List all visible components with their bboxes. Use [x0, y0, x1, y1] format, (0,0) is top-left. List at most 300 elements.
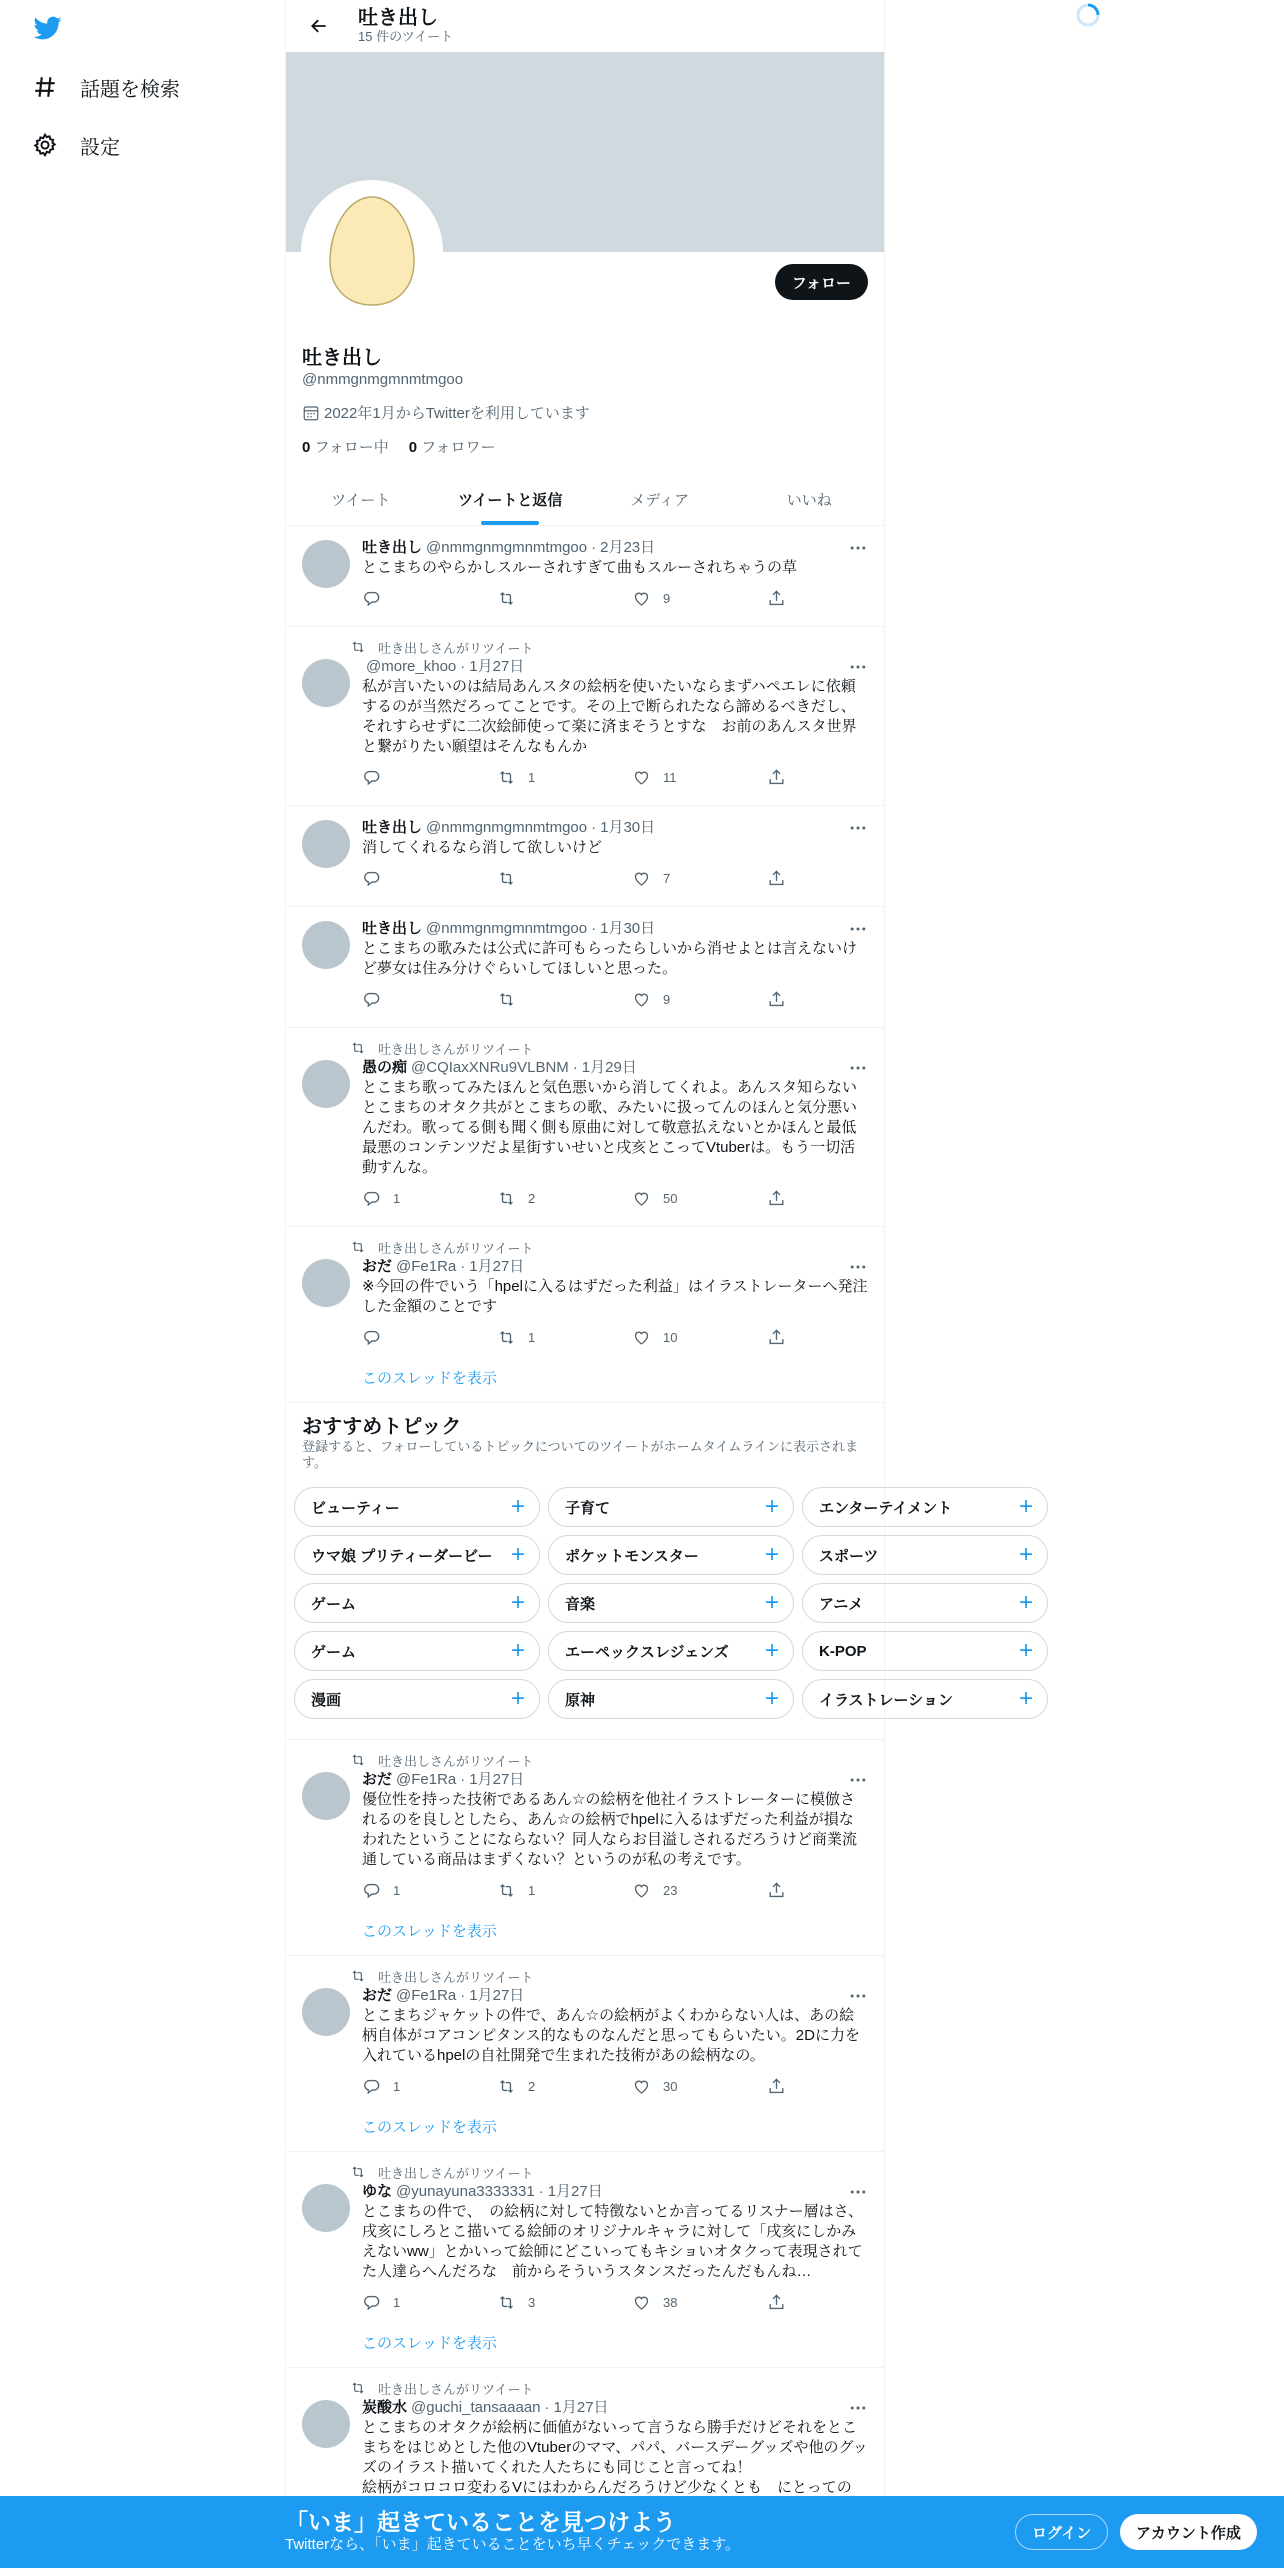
- retweet-context-icon: [350, 1968, 366, 1984]
- loading-spinner-icon: [1075, 2, 1101, 28]
- retweeted-by-label: 吐き出しさんがリツイート: [378, 1753, 534, 1769]
- like-button[interactable]: [632, 1881, 767, 1900]
- tweet[interactable]: [286, 1956, 884, 2152]
- like-button[interactable]: [632, 2293, 767, 2312]
- tweet-date[interactable]: 1月27日: [469, 1258, 525, 1275]
- tweet-actions: [362, 2070, 787, 2102]
- more-options-button[interactable]: [848, 919, 868, 939]
- tweet-avatar[interactable]: [302, 540, 350, 588]
- retweet-count: 1: [528, 1882, 536, 1898]
- retweet-icon: [497, 869, 516, 888]
- reply-button[interactable]: [362, 990, 497, 1009]
- retweet-context: [318, 1239, 868, 1255]
- topic-label: 原神: [565, 1691, 596, 1709]
- retweeted-by-label: 吐き出しさんがリツイート: [378, 1041, 534, 1057]
- profile-avatar[interactable]: [301, 180, 443, 322]
- topic-pill[interactable]: [548, 1631, 794, 1671]
- retweet-button[interactable]: [497, 2293, 632, 2312]
- retweeted-by-label: 吐き出しさんがリツイート: [378, 1240, 534, 1256]
- retweet-button[interactable]: [497, 589, 632, 608]
- share-icon: [767, 768, 786, 787]
- topic-pill[interactable]: [802, 1631, 1048, 1671]
- tweet-avatar[interactable]: [302, 2400, 350, 2448]
- timeline-continued: [286, 1740, 884, 2547]
- signup-prompt-bar: [0, 2496, 1284, 2568]
- topic-pill[interactable]: [548, 1535, 794, 1575]
- retweet-button[interactable]: [497, 1189, 632, 1208]
- retweet-icon: [497, 589, 516, 608]
- tweet-author-handle[interactable]: @CQIaxXNRu9VLBNM: [411, 1059, 569, 1076]
- like-button[interactable]: [632, 1328, 767, 1347]
- followers-count: 0: [408, 439, 418, 456]
- heart-icon: [632, 1189, 651, 1208]
- topic-label: エーペックスレジェンズ: [565, 1643, 729, 1661]
- share-icon: [767, 2293, 786, 2312]
- tweet-author-name[interactable]: 吐き出し: [362, 539, 423, 556]
- retweet-context: [318, 1752, 868, 1768]
- share-icon: [767, 1328, 786, 1347]
- show-thread-link[interactable]: このスレッドを表示: [362, 1923, 497, 1940]
- heart-icon: [632, 768, 651, 787]
- retweet-count: 1: [528, 769, 536, 785]
- share-icon: [767, 589, 786, 608]
- heart-icon: [632, 2293, 651, 2312]
- reply-icon: [362, 1328, 381, 1347]
- retweet-icon: [497, 1189, 516, 1208]
- header-title: 吐き出し: [358, 7, 438, 29]
- more-options-button[interactable]: [848, 657, 868, 677]
- share-button[interactable]: [767, 2077, 786, 2096]
- reply-count: 1: [393, 1882, 401, 1898]
- more-icon: [848, 818, 868, 838]
- twitter-logo-icon[interactable]: [32, 14, 64, 42]
- tweet-author-name[interactable]: 吐き出し: [362, 920, 423, 937]
- tweet-actions: [362, 761, 787, 793]
- reply-icon: [362, 990, 381, 1009]
- more-icon: [848, 2182, 868, 2202]
- tweet-text: とこまちの歌みたは公式に許可もらったらしいから消せよとは言えないけど夢女は住み分けぐらいしてほしいと思った。: [362, 940, 858, 977]
- topic-pill[interactable]: [294, 1583, 540, 1623]
- retweet-button[interactable]: [497, 869, 632, 888]
- followers-label: フォロワー: [421, 439, 496, 456]
- profile-info: [286, 346, 884, 457]
- share-button[interactable]: [767, 589, 786, 608]
- tweet-avatar[interactable]: [302, 1772, 350, 1820]
- more-icon: [848, 919, 868, 939]
- tweet-avatar[interactable]: [302, 1988, 350, 2036]
- more-icon: [848, 657, 868, 677]
- tweet-author-name[interactable]: 炭酸水: [362, 2399, 408, 2416]
- heart-icon: [632, 990, 651, 1009]
- tweet-date[interactable]: 1月27日: [469, 1987, 525, 2004]
- tweet-avatar[interactable]: [302, 921, 350, 969]
- tweet[interactable]: [286, 1028, 884, 1227]
- topic-row: [286, 1631, 1033, 1671]
- retweet-context-icon: [350, 2380, 366, 2396]
- topic-pill[interactable]: [294, 1535, 540, 1575]
- heart-icon: [632, 1881, 651, 1900]
- following-label: フォロー中: [314, 439, 389, 456]
- tab-media[interactable]: メディア: [630, 491, 690, 509]
- like-button[interactable]: [632, 2077, 767, 2096]
- tweet-author-name[interactable]: 吐き出し: [362, 819, 423, 836]
- tweet-author-handle[interactable]: @Fe1Ra: [396, 1258, 457, 1275]
- retweet-icon: [497, 2293, 516, 2312]
- tweet-author-handle[interactable]: @nmmgnmgmnmtmgoo: [426, 920, 588, 937]
- topic-label: ビューティー: [311, 1499, 400, 1517]
- tweet-author-handle[interactable]: @Fe1Ra: [396, 1987, 457, 2004]
- profile-header: [286, 0, 884, 52]
- tweet-avatar[interactable]: [302, 1259, 350, 1307]
- tab-tweets-and-replies[interactable]: ツイートと返信: [436, 473, 586, 525]
- tweet-text: とこまちの件で、 の絵柄に対して特徴ないとか言ってるリスナー層はさ、戌亥にしろとこ描いてる絵師のオリジナルキャラに対して「戌亥にしかみえないww」とかいって絵師にどこいってもキショいオタクって表現されてた人達らへんだろな 前からそういうスタンスだったんだもんね…: [362, 2203, 864, 2280]
- plus-icon[interactable]: +: [510, 1637, 525, 1664]
- reply-button[interactable]: [362, 1881, 497, 1900]
- gear-icon: [32, 132, 58, 158]
- plus-icon[interactable]: +: [510, 1493, 525, 1520]
- tab-likes[interactable]: いいね: [786, 491, 832, 509]
- tweet-author-name[interactable]: おだ: [362, 1258, 393, 1275]
- topic-pill[interactable]: [548, 1583, 794, 1623]
- share-icon: [767, 2077, 786, 2096]
- tweet-separator: ·: [572, 1059, 578, 1076]
- tweet-separator: ·: [544, 2399, 550, 2416]
- reply-button[interactable]: [362, 2293, 497, 2312]
- like-count: 23: [663, 1882, 678, 1898]
- plus-icon[interactable]: +: [764, 1589, 779, 1616]
- tweet-author-handle[interactable]: @more_khoo: [366, 658, 457, 675]
- share-icon: [767, 1881, 786, 1900]
- follow-button[interactable]: フォロー: [775, 264, 868, 300]
- tweet-author-handle[interactable]: @nmmgnmgmnmtmgoo: [426, 539, 588, 556]
- retweet-icon: [497, 2077, 516, 2096]
- topic-label: エンターテイメント: [819, 1499, 953, 1517]
- tweet-separator: ·: [591, 920, 597, 937]
- tweet-text: ※今回の件でいう「hpelに入るはずだった利益」はイラストレーターへ発注した金額のことです: [362, 1278, 868, 1315]
- like-count: 10: [663, 1329, 678, 1345]
- heart-icon: [632, 2077, 651, 2096]
- topic-row: [286, 1583, 1033, 1623]
- tweet-actions: [362, 1182, 787, 1214]
- tweet-separator: ·: [591, 539, 597, 556]
- tweet-text: 消してくれるなら消して欲しいけど: [362, 839, 603, 856]
- tweet[interactable]: [286, 627, 884, 806]
- topic-pill[interactable]: [294, 1631, 540, 1671]
- tweet-text: とこまちジャケットの件で、あん☆の絵柄がよくわからない人は、あの絵柄自体がコアコンピタンス的なものなんだと思ってもらいたい。2Dに力を入れているhpelの自社開発で生まれた技術があの絵柄なの。: [362, 2007, 860, 2064]
- signup-prompt-title: 「いま」起きていることを見つけよう: [285, 2509, 676, 2535]
- plus-icon[interactable]: +: [1018, 1493, 1033, 1520]
- topic-label: ウマ娘 プリティーダービー: [311, 1547, 493, 1565]
- retweet-context: [318, 1040, 868, 1056]
- like-button[interactable]: [632, 990, 767, 1009]
- tweet-date[interactable]: 1月27日: [469, 658, 525, 675]
- reply-icon: [362, 589, 381, 608]
- reply-button[interactable]: [362, 1328, 497, 1347]
- topic-label: 漫画: [311, 1691, 342, 1709]
- share-icon: [767, 1189, 786, 1208]
- plus-icon[interactable]: +: [510, 1541, 525, 1568]
- reply-icon: [362, 1189, 381, 1208]
- tweet-avatar[interactable]: [302, 659, 350, 707]
- tweet-avatar[interactable]: [302, 1060, 350, 1108]
- followers-count-link[interactable]: [409, 436, 496, 457]
- tweet-author-handle[interactable]: @Fe1Ra: [396, 1771, 457, 1788]
- calendar-icon: [302, 404, 320, 422]
- tweet-date[interactable]: 2月23日: [600, 539, 656, 556]
- retweet-button[interactable]: [497, 2077, 632, 2096]
- reply-icon: [362, 869, 381, 888]
- retweet-count: 2: [528, 2078, 536, 2094]
- plus-icon[interactable]: +: [1018, 1541, 1033, 1568]
- joined-date: 2022年1月からTwitterを利用しています: [324, 405, 590, 422]
- login-button[interactable]: ログイン: [1015, 2514, 1108, 2550]
- tweet-separator: ·: [460, 1987, 466, 2004]
- more-options-button[interactable]: [848, 2182, 868, 2202]
- tweet-date[interactable]: 1月29日: [581, 1059, 637, 1076]
- tweet-text: とこまち歌ってみたほんと気色悪いから消してくれよ。あんスタ知らないとこまちのオタク共がとこまちの歌、みたいに扱ってんのほんと気分悪いんだわ。歌ってる側も聞く側も原曲に対して敬意払えないとかほんと最低最悪のコンテンツだよ星街すいせいと戌亥とこってVtuberは。もう一切活動すんな。: [362, 1079, 858, 1176]
- retweeted-by-label: 吐き出しさんがリツイート: [378, 640, 534, 656]
- share-button[interactable]: [767, 768, 786, 787]
- recommended-topics: [286, 1403, 1033, 1740]
- share-button[interactable]: [767, 990, 786, 1009]
- topic-label: イラストレーション: [819, 1691, 953, 1709]
- retweet-context-icon: [350, 1040, 366, 1056]
- back-button[interactable]: [302, 9, 336, 43]
- tweet-author-name[interactable]: おだ: [362, 1987, 393, 2004]
- reply-button[interactable]: [362, 869, 497, 888]
- like-count: 38: [663, 2294, 678, 2310]
- topics-title: おすすめトピック: [302, 1416, 462, 1438]
- topic-label: ポケットモンスター: [565, 1547, 699, 1565]
- more-icon: [848, 538, 868, 558]
- tweet-date[interactable]: 1月27日: [469, 1771, 525, 1788]
- retweet-button[interactable]: [497, 768, 632, 787]
- main-column: [285, 0, 1033, 2568]
- like-count: 30: [663, 2078, 678, 2094]
- header-tweet-count: 15 件のツイート: [358, 29, 454, 44]
- tweet-date[interactable]: 1月27日: [547, 2183, 603, 2200]
- like-count: 50: [663, 1190, 678, 1206]
- tweet-author-handle[interactable]: @guchi_tansaaaan: [411, 2399, 541, 2416]
- tweet-avatar[interactable]: [302, 2184, 350, 2232]
- like-button[interactable]: [632, 589, 767, 608]
- more-options-button[interactable]: [848, 1986, 868, 2006]
- tweet-separator: ·: [538, 2183, 544, 2200]
- tweet[interactable]: [286, 907, 884, 1028]
- share-button[interactable]: [767, 1189, 786, 1208]
- like-count: 7: [663, 870, 671, 886]
- retweet-icon: [497, 990, 516, 1009]
- tweet-actions: [362, 2286, 787, 2318]
- plus-icon[interactable]: +: [510, 1589, 525, 1616]
- tweet-separator: ·: [460, 1771, 466, 1788]
- nav-settings[interactable]: [32, 125, 120, 165]
- nav-settings-label: 設定: [80, 136, 120, 159]
- more-icon: [848, 1058, 868, 1078]
- topic-pill[interactable]: [294, 1679, 540, 1719]
- like-count: 11: [663, 769, 677, 785]
- retweet-count: 3: [528, 2294, 536, 2310]
- hashtag-icon: [32, 74, 58, 100]
- tweet[interactable]: [286, 806, 884, 907]
- tweet-actions: [362, 1874, 787, 1906]
- retweet-context: [318, 2164, 868, 2180]
- signup-prompt-subtitle: Twitterなら、「いま」起きていることをいち早くチェックできます。: [285, 2536, 741, 2553]
- like-button[interactable]: [632, 1189, 767, 1208]
- show-thread-link[interactable]: このスレッドを表示: [362, 2119, 497, 2136]
- tweet-actions: [362, 983, 787, 1015]
- retweet-icon: [497, 768, 516, 787]
- more-icon: [848, 1257, 868, 1277]
- show-thread-link[interactable]: このスレッドを表示: [362, 1370, 497, 1387]
- share-button[interactable]: [767, 1881, 786, 1900]
- show-thread-link[interactable]: このスレッドを表示: [362, 2335, 497, 2352]
- tweet-author-name[interactable]: 愚の痴: [362, 1059, 408, 1076]
- retweet-context-icon: [350, 639, 366, 655]
- tweet-date[interactable]: 1月30日: [600, 920, 656, 937]
- topic-label: ゲーム: [311, 1643, 357, 1661]
- retweet-context-icon: [350, 2164, 366, 2180]
- topic-pill[interactable]: [802, 1487, 1048, 1527]
- plus-icon[interactable]: +: [764, 1493, 779, 1520]
- topic-pill[interactable]: [548, 1487, 794, 1527]
- like-count: 9: [663, 991, 671, 1007]
- retweeted-by-label: 吐き出しさんがリツイート: [378, 2165, 534, 2181]
- tweet[interactable]: [286, 526, 884, 627]
- topic-pill[interactable]: [548, 1679, 794, 1719]
- topics-description: 登録すると、フォローしているトピックについてのツイートがホームタイムラインに表示されます。: [302, 1439, 859, 1470]
- egg-avatar-icon: [318, 189, 426, 313]
- tweet-author-name[interactable]: おだ: [362, 1771, 393, 1788]
- tweet-date[interactable]: 1月27日: [553, 2399, 609, 2416]
- following-count: 0: [302, 439, 311, 456]
- tweet-author-name[interactable]: ゆな: [362, 2183, 393, 2200]
- like-button[interactable]: [632, 768, 767, 787]
- topic-label: スポーツ: [819, 1547, 879, 1565]
- tab-tweets[interactable]: ツイート: [331, 491, 391, 509]
- tweet-author-handle[interactable]: @yunayuna3333331: [396, 2183, 535, 2200]
- tweet-text: とこまちのやらかしスルーされすぎて曲もスルーされちゃうの草: [362, 559, 798, 576]
- topic-row: [286, 1487, 1033, 1527]
- topic-label: 音楽: [565, 1595, 596, 1613]
- more-options-button[interactable]: [848, 2398, 868, 2418]
- share-button[interactable]: [767, 2293, 786, 2312]
- share-button[interactable]: [767, 1328, 786, 1347]
- reply-button[interactable]: [362, 768, 497, 787]
- topic-row: [286, 1679, 1033, 1719]
- profile-joined: [302, 402, 868, 423]
- heart-icon: [632, 1328, 651, 1347]
- reply-icon: [362, 768, 381, 787]
- topic-pill[interactable]: [802, 1535, 1048, 1575]
- retweet-count: 1: [528, 1329, 536, 1345]
- like-button[interactable]: [632, 869, 767, 888]
- plus-icon[interactable]: +: [510, 1685, 525, 1712]
- share-button[interactable]: [767, 869, 786, 888]
- retweet-button[interactable]: [497, 990, 632, 1009]
- retweet-icon: [497, 1881, 516, 1900]
- tweet-text: 私が言いたいのは結局あんスタの絵柄を使いたいならまずハペエレに依頼するのが当然だろってことです。その上で断られたなら諦めるべきだし、それすらせずに二次絵師使って楽に済まそうとすな お前のあんスタ世界と繋がりたい願望はそんなもんか: [362, 678, 857, 755]
- retweet-icon: [497, 1328, 516, 1347]
- tweet-separator: ·: [460, 658, 466, 675]
- tweet[interactable]: [286, 2152, 884, 2368]
- plus-icon[interactable]: +: [1018, 1589, 1033, 1616]
- nav-explore[interactable]: [32, 67, 180, 107]
- more-options-button[interactable]: [848, 818, 868, 838]
- reply-count: 1: [393, 1190, 401, 1206]
- tweet[interactable]: [286, 1740, 884, 1956]
- retweet-context: [318, 1968, 868, 1984]
- topic-pill[interactable]: [802, 1583, 1048, 1623]
- heart-icon: [632, 589, 651, 608]
- tweet-date[interactable]: 1月30日: [600, 819, 656, 836]
- reply-count: 1: [393, 2078, 401, 2094]
- reply-icon: [362, 2077, 381, 2096]
- share-icon: [767, 869, 786, 888]
- topic-label: ゲーム: [311, 1595, 357, 1613]
- arrow-left-icon: [309, 16, 329, 36]
- plus-icon[interactable]: +: [764, 1541, 779, 1568]
- retweeted-by-label: 吐き出しさんがリツイート: [378, 1969, 534, 1985]
- tweet-separator: ·: [460, 1258, 466, 1275]
- profile-handle: @nmmgnmgmnmtmgoo: [302, 371, 464, 388]
- retweet-context-icon: [350, 1239, 366, 1255]
- more-options-button[interactable]: [848, 538, 868, 558]
- retweet-button[interactable]: [497, 1881, 632, 1900]
- retweeted-by-label: 吐き出しさんがリツイート: [378, 2381, 534, 2397]
- more-icon: [848, 1986, 868, 2006]
- tweet-avatar[interactable]: [302, 820, 350, 868]
- more-options-button[interactable]: [848, 1770, 868, 1790]
- retweet-context: [318, 639, 868, 655]
- tweet-author-handle[interactable]: @nmmgnmgmnmtmgoo: [426, 819, 588, 836]
- plus-icon[interactable]: +: [764, 1637, 779, 1664]
- topic-pill-grid: [286, 1487, 1033, 1719]
- profile-tabs: [286, 473, 884, 526]
- retweet-button[interactable]: [497, 1328, 632, 1347]
- timeline: [286, 526, 884, 1403]
- signup-button[interactable]: アカウント作成: [1120, 2514, 1257, 2550]
- reply-icon: [362, 2293, 381, 2312]
- topic-label: 子育て: [565, 1499, 611, 1517]
- plus-icon[interactable]: +: [1018, 1637, 1033, 1664]
- nav-explore-label: 話題を検索: [80, 78, 180, 101]
- like-count: 9: [663, 590, 671, 606]
- more-options-button[interactable]: [848, 1058, 868, 1078]
- tweet-actions: [362, 1321, 787, 1353]
- topic-row: [286, 1535, 1033, 1575]
- more-options-button[interactable]: [848, 1257, 868, 1277]
- topic-label: K-POP: [819, 1642, 867, 1660]
- retweet-context: [318, 2380, 868, 2396]
- plus-icon[interactable]: +: [764, 1685, 779, 1712]
- reply-icon: [362, 1881, 381, 1900]
- reply-button[interactable]: [362, 589, 497, 608]
- following-count-link[interactable]: [302, 436, 389, 457]
- plus-icon[interactable]: +: [1018, 1685, 1033, 1712]
- reply-count: 1: [393, 2294, 401, 2310]
- tweet-separator: ·: [591, 819, 597, 836]
- share-icon: [767, 990, 786, 1009]
- topic-pill[interactable]: [802, 1679, 1048, 1719]
- heart-icon: [632, 869, 651, 888]
- tweet[interactable]: [286, 1227, 884, 1403]
- reply-button[interactable]: [362, 1189, 497, 1208]
- tweet-text: 優位性を持った技術であるあん☆の絵柄を他社イラストレーターに模倣されるのを良しとしたら、あん☆の絵柄でhpelに入るはずだった利益が損なわれたということにならない？同人ならお目溢しされるだろうけど商業流通している商品はまずくない？というのが私の考えです。: [362, 1791, 858, 1868]
- tweet-actions: [362, 862, 787, 894]
- topic-pill[interactable]: [294, 1487, 540, 1527]
- reply-button[interactable]: [362, 2077, 497, 2096]
